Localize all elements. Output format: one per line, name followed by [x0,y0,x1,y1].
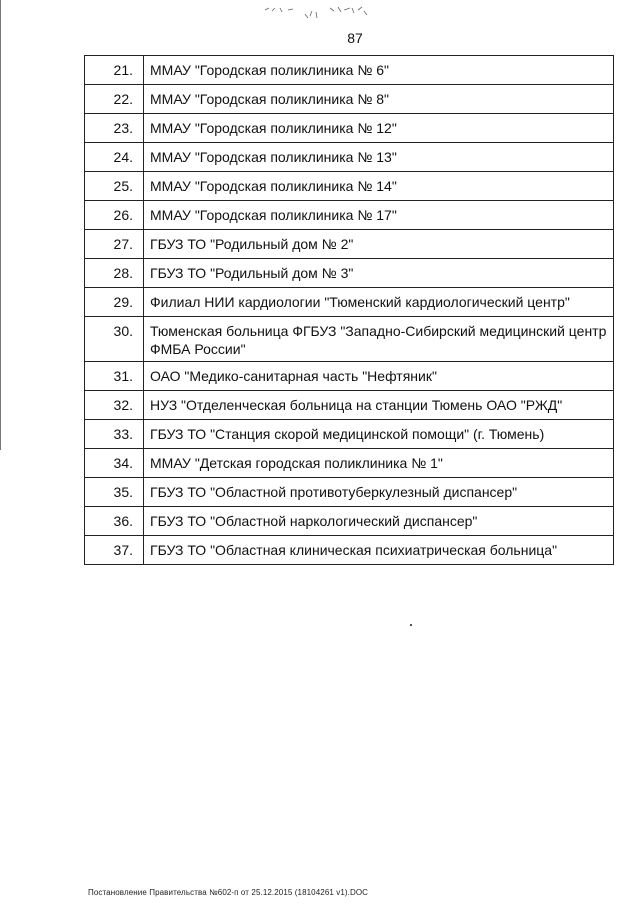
row-number: 35. [85,478,144,507]
institutions-table-body [85,56,614,565]
row-number: 22. [85,85,144,114]
table-row [85,362,614,391]
row-number: 36. [85,507,144,536]
scan-speck [410,624,412,626]
table-row [85,114,614,143]
table-row [85,449,614,478]
row-number: 28. [85,259,144,288]
row-number: 21. [85,56,144,85]
table-row [85,172,614,201]
table-row [85,85,614,114]
page-number: 87 [347,30,363,46]
institution-name: ММАУ "Детская городская поликлиника № 1" [144,449,614,478]
institution-name: ГБУЗ ТО "Областной наркологический диспансер" [144,507,614,536]
row-number: 25. [85,172,144,201]
table-row [85,391,614,420]
row-number: 33. [85,420,144,449]
institutions-table [84,55,614,565]
institution-name: ГБУЗ ТО "Областная клиническая психиатрическая больница" [144,536,614,565]
table-row [85,56,614,85]
row-number: 37. [85,536,144,565]
institution-name: Филиал НИИ кардиологии "Тюменский кардиологический центр" [144,288,614,317]
institution-name: ММАУ "Городская поликлиника № 6" [144,56,614,85]
table-row [85,230,614,259]
table-row [85,478,614,507]
institution-name: ГБУЗ ТО "Родильный дом № 2" [144,230,614,259]
institution-name: ММАУ "Городская поликлиника № 14" [144,172,614,201]
table-row [85,143,614,172]
document-footer: Постановление Правительства №602-п от 25.12.2015 (18104261 v1).DOC [88,888,369,897]
table-row [85,420,614,449]
institution-name: ГБУЗ ТО "Родильный дом № 3" [144,259,614,288]
institution-name: ГБУЗ ТО "Станция скорой медицинской помощи" (г. Тюмень) [144,420,614,449]
row-number: 26. [85,201,144,230]
row-number: 24. [85,143,144,172]
institution-name: ГБУЗ ТО "Областной противотуберкулезный диспансер" [144,478,614,507]
table-row [85,201,614,230]
row-number: 27. [85,230,144,259]
institution-name: ММАУ "Городская поликлиника № 12" [144,114,614,143]
table-row [85,536,614,565]
row-number: 31. [85,362,144,391]
table-row [85,507,614,536]
institution-name: ММАУ "Городская поликлиника № 8" [144,85,614,114]
institution-name: ММАУ "Городская поликлиника № 17" [144,201,614,230]
institution-name: ОАО "Медико-санитарная часть "Нефтяник" [144,362,614,391]
table-row [85,317,614,362]
row-number: 29. [85,288,144,317]
row-number: 30. [85,317,144,362]
table-row [85,259,614,288]
institution-name: ММАУ "Городская поликлиника № 13" [144,143,614,172]
page-left-edge [0,0,1,450]
institution-name: Тюменская больница ФГБУЗ "Западно-Сибирский медицинский центр ФМБА России" [144,317,614,362]
institution-name: НУЗ "Отделенческая больница на станции Тюмень ОАО "РЖД" [144,391,614,420]
row-number: 32. [85,391,144,420]
table-row [85,288,614,317]
scan-stamp-marks [260,2,380,24]
row-number: 34. [85,449,144,478]
row-number: 23. [85,114,144,143]
